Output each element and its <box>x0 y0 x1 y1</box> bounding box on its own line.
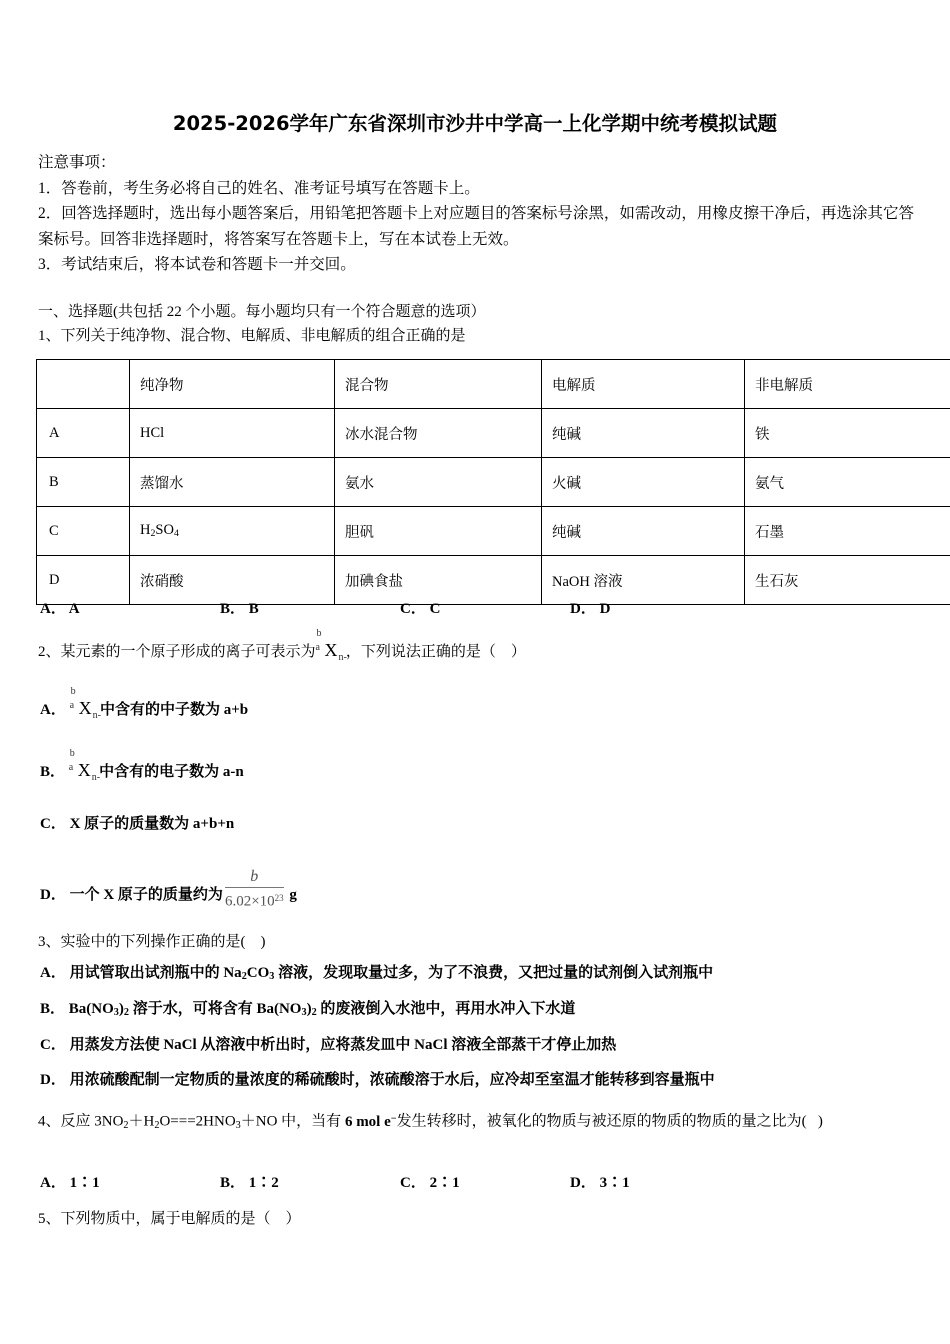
q4-option-c-text: 2∶1 <box>429 1175 460 1191</box>
q4-option-b-text: 1∶2 <box>248 1175 279 1191</box>
q1-option-a-text: A <box>68 601 80 617</box>
q1-option-d-text: D <box>599 601 611 617</box>
section-heading: 一、选择题(共包括 22 个小题。每小题均只有一个符合题意的选项） <box>38 304 486 320</box>
cell-d-1: 浓硝酸 <box>130 556 335 605</box>
q3-option-a-marker: A． <box>40 965 66 981</box>
nuclide-mass-number: b <box>69 748 75 759</box>
fraction-denominator <box>225 888 284 912</box>
question-4-options <box>40 1171 920 1192</box>
cell-a-4: 铁 <box>745 409 950 458</box>
cell-a-1: HCl <box>130 409 335 458</box>
nuclide-symbol: X <box>324 640 338 660</box>
nuclide-atomic-number: a <box>69 700 75 711</box>
nuclide-charge: n- <box>92 710 101 721</box>
nuclide-mass-number: b <box>70 686 76 697</box>
q1-option-b[interactable] <box>220 597 400 618</box>
q2-option-c-marker: C． <box>40 816 66 832</box>
table-row <box>37 458 950 507</box>
question-4-stem: 4、反应 $3NO_2+H_2O===2HNO_3+NO$ 中，当有 6 mol e−发生转移时，被氧化的物质与被还原的物质的物质的量之比为( ) <box>38 1113 823 1131</box>
q4-option-d[interactable] <box>570 1171 630 1192</box>
notice-heading: 注意事项： <box>38 154 116 171</box>
q4-option-d-text: 3∶1 <box>599 1175 630 1191</box>
q1-option-b-marker: B． <box>220 601 246 617</box>
q3-option-b-marker: B． <box>40 1001 66 1017</box>
cell-a-2: 冰水混合物 <box>335 409 542 458</box>
cell-c-3: 纯碱 <box>542 507 745 556</box>
row-label-b: B <box>37 458 130 507</box>
nuclide-charge: n- <box>91 772 101 783</box>
question-2-option-c[interactable] <box>40 812 234 833</box>
q2-option-d-text-before: 一个 X 原子的质量约为 <box>69 886 223 903</box>
q1-option-a-marker: A． <box>40 601 66 617</box>
nuclide-symbol: X <box>77 760 91 780</box>
q2-option-b-marker: B． <box>40 764 66 780</box>
q1-option-a[interactable] <box>40 597 220 618</box>
q2-option-d-marker: D． <box>40 886 66 903</box>
q3-option-d-marker: D． <box>40 1072 66 1088</box>
nuclide-indices <box>315 628 325 656</box>
page-title: 2025-2026学年广东省深圳市沙井中学高一上化学期中统考模拟试题 <box>172 112 778 135</box>
q2-option-a-marker: A． <box>40 702 66 718</box>
question-1-table <box>36 359 950 605</box>
cell-b-4: 氨气 <box>745 458 950 507</box>
nuclide-indices <box>69 686 79 714</box>
q4-option-c[interactable] <box>400 1171 570 1192</box>
q3-option-d-text: 用浓硫酸配制一定物质的量浓度的稀硫酸时，浓硫酸溶于水后，应冷却至室温才能转移到容量瓶中 <box>69 1072 715 1088</box>
q3-option-c-text: 用蒸发方法使 NaCl 从溶液中析出时，应将蒸发皿中 NaCl 溶液全部蒸干才停止加热 <box>69 1037 617 1053</box>
row-label-d: D <box>37 556 130 605</box>
q1-option-c-marker: C． <box>400 601 426 617</box>
table-header-cell-0 <box>37 360 130 409</box>
fraction-numerator: b <box>225 868 284 888</box>
row-label-c: C <box>37 507 130 556</box>
q4-option-d-marker: D． <box>570 1175 596 1191</box>
q4-option-c-marker: C． <box>400 1175 426 1191</box>
question-3-option-c[interactable] <box>40 1033 616 1054</box>
nuclide-charge: n- <box>338 652 347 663</box>
notice-item-2: 2．回答选择题时，选出每小题答案后，用铅笔把答题卡上对应题目的答案标号涂黑，如需改动，用橡皮擦干净后，再选涂其它答案标号。回答非选择题时，将答案写在答题卡上，写在本试卷上无效。 <box>38 205 914 248</box>
nuclide-atomic-number: a <box>315 642 320 653</box>
q3-option-c-marker: C． <box>40 1037 66 1053</box>
nuclide-notation <box>315 628 347 663</box>
q1-option-b-text: B <box>248 601 259 617</box>
question-3-option-b[interactable]: B． $Ba(NO_3)_2$ 溶于水，可将含有 $Ba(NO_3)_2$ 的废液倒入水池中，再用水冲入下水道 <box>40 1001 576 1019</box>
notice-block <box>38 150 914 278</box>
question-3-option-a[interactable]: A． 用试管取出试剂瓶中的 $Na_2CO_3$ 溶液，发现取量过多，为了不浪费，又把过量的试剂倒入试剂瓶中 <box>40 965 714 983</box>
q2-option-d-text-after: g <box>289 886 297 903</box>
table-header-cell-2: 混合物 <box>335 360 542 409</box>
q1-option-c-text: C <box>429 601 441 617</box>
q4-option-a[interactable] <box>40 1171 220 1192</box>
notice-item-3: 3．考试结束后，将本试卷和答题卡一并交回。 <box>38 256 356 273</box>
q1-option-c[interactable] <box>400 597 570 618</box>
fraction-denominator-exponent: 23 <box>274 893 284 903</box>
cell-b-1: 蒸馏水 <box>130 458 335 507</box>
q4-option-b[interactable] <box>220 1171 400 1192</box>
cell-b-3: 火碱 <box>542 458 745 507</box>
cell-c-2: 胆矾 <box>335 507 542 556</box>
question-3-stem: 3、实验中的下列操作正确的是( ) <box>38 934 266 950</box>
table-header-cell-3: 电解质 <box>542 360 745 409</box>
q2-stem-after: ，下列说法正确的是（ ） <box>345 644 526 660</box>
question-2-option-a[interactable] <box>40 686 249 721</box>
table-row <box>37 507 950 556</box>
table-header-row <box>37 360 950 409</box>
nuclide-notation <box>69 686 101 721</box>
q4-option-a-marker: A． <box>40 1175 66 1191</box>
notice-item-1: 1．答卷前，考生务必将自己的姓名、准考证号填写在答题卡上。 <box>38 179 480 197</box>
q2-stem-before: 2、某元素的一个原子形成的离子可表示为 <box>38 644 316 660</box>
question-2-option-b[interactable] <box>40 748 244 783</box>
question-2-stem <box>38 628 526 663</box>
row-label-a: A <box>37 409 130 458</box>
nuclide-mass-number: b <box>316 628 322 639</box>
question-1-stem: 1、下列关于纯净物、混合物、电解质、非电解质的组合正确的是 <box>38 328 466 344</box>
nuclide-indices <box>68 748 78 776</box>
nuclide-symbol: X <box>78 698 92 718</box>
cell-d-3: NaOH 溶液 <box>542 556 745 605</box>
q1-option-d[interactable] <box>570 597 610 618</box>
table-row <box>37 409 950 458</box>
avogadro-fraction <box>225 868 284 912</box>
cell-a-3: 纯碱 <box>542 409 745 458</box>
q4-option-a-text: 1∶1 <box>69 1175 100 1191</box>
q2-option-b-text: 中含有的电子数为 a-n <box>99 764 244 780</box>
question-2-option-d[interactable] <box>40 868 297 912</box>
nuclide-notation <box>68 748 101 783</box>
cell-b-2: 氨水 <box>335 458 542 507</box>
cell-c-4: 石墨 <box>745 507 950 556</box>
question-1-options <box>40 597 920 618</box>
question-3-option-d[interactable] <box>40 1068 715 1089</box>
fraction-denominator-base: 6.02×10 <box>224 893 275 910</box>
cell-c-1: $H_2SO_4$ <box>130 507 335 556</box>
q2-option-c-text: X 原子的质量数为 a+b+n <box>69 816 235 832</box>
q4-option-b-marker: B． <box>220 1175 246 1191</box>
cell-d-4: 生石灰 <box>745 556 950 605</box>
question-5-stem: 5、下列物质中，属于电解质的是（ ） <box>38 1211 301 1227</box>
q2-option-a-text: 中含有的中子数为 a+b <box>99 702 249 718</box>
nuclide-atomic-number: a <box>68 762 74 773</box>
q1-option-d-marker: D． <box>570 601 596 617</box>
table-header-cell-4: 非电解质 <box>745 360 950 409</box>
cell-d-2: 加碘食盐 <box>335 556 542 605</box>
table-header-cell-1: 纯净物 <box>130 360 335 409</box>
